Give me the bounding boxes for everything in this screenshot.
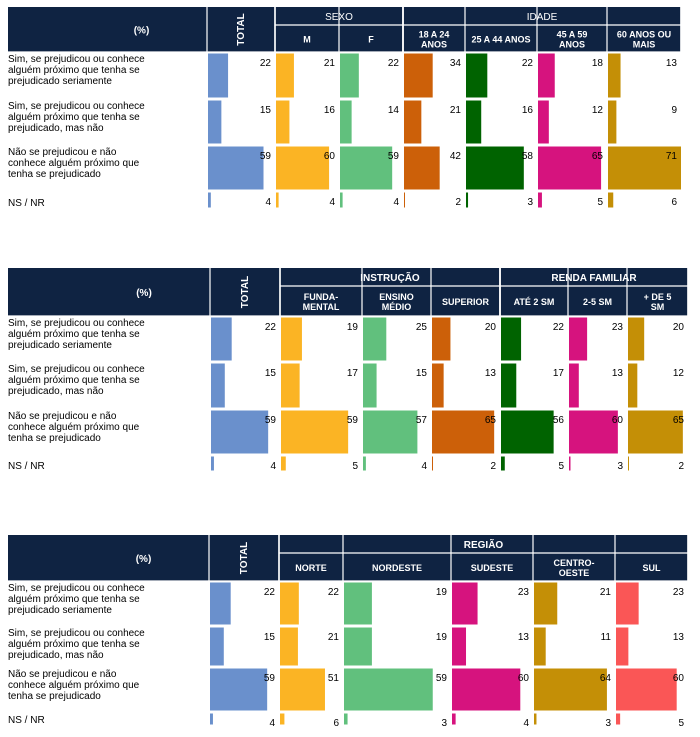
value-label: 4 — [265, 197, 271, 208]
value-label: 22 — [263, 587, 275, 598]
value-label: 21 — [449, 105, 461, 116]
value-label: 59 — [264, 415, 276, 426]
value-label: 14 — [387, 105, 399, 116]
column-header-label: CENTRO- — [553, 558, 595, 568]
value-label: 23 — [517, 587, 529, 598]
bar — [280, 714, 284, 725]
value-label: 12 — [591, 105, 603, 116]
bar — [344, 628, 372, 666]
bar — [404, 101, 421, 144]
bar — [280, 628, 298, 666]
bar — [569, 364, 579, 408]
value-label: 34 — [449, 58, 461, 69]
bar — [363, 457, 366, 471]
value-label: 13 — [611, 368, 623, 379]
value-label: 25 — [415, 322, 427, 333]
bar — [501, 457, 505, 471]
bar — [276, 147, 329, 190]
value-label: 4 — [421, 461, 427, 472]
bar — [208, 147, 264, 190]
bar — [432, 457, 433, 471]
value-label: 22 — [259, 58, 271, 69]
column-header-label: 2-5 SM — [582, 297, 613, 307]
bar — [276, 193, 279, 208]
value-label: 57 — [415, 415, 427, 426]
bar — [404, 54, 433, 98]
bar — [363, 364, 377, 408]
value-label: 19 — [435, 632, 447, 643]
value-label: 71 — [665, 151, 677, 162]
total-column-header: TOTAL — [239, 541, 250, 575]
bar — [534, 714, 536, 725]
bar — [281, 318, 302, 361]
row-label-line: prejudicado seriamente — [8, 340, 112, 351]
bar — [280, 583, 299, 625]
group-header-label: INSTRUÇÃO — [360, 273, 420, 284]
corner-label: (%) — [133, 25, 150, 37]
bar — [616, 628, 628, 666]
value-label: 19 — [435, 587, 447, 598]
column-header-label: ATÉ 2 SM — [513, 297, 555, 307]
bar — [452, 669, 520, 711]
row-label-line: prejudicado, mas não — [8, 386, 104, 397]
bar — [616, 583, 639, 625]
value-label: 16 — [521, 105, 533, 116]
row-label-line: alguém próximo que tenha se — [8, 639, 140, 650]
bar — [210, 628, 224, 666]
bar — [608, 193, 613, 208]
value-label: 5 — [558, 461, 564, 472]
bar — [569, 457, 570, 471]
value-label: 13 — [672, 632, 684, 643]
value-label: 2 — [455, 197, 461, 208]
value-label: 16 — [323, 105, 335, 116]
row-label-line: Não se prejudicou e não — [8, 147, 117, 158]
value-label: 21 — [599, 587, 611, 598]
column-header-label: 60 ANOS OU — [616, 29, 672, 40]
bar — [538, 193, 542, 208]
value-label: 5 — [597, 197, 603, 208]
total-column-header: TOTAL — [240, 275, 251, 309]
column-header-label: SUPERIOR — [441, 297, 490, 307]
value-label: 58 — [521, 151, 533, 162]
value-label: 23 — [672, 587, 684, 598]
bar — [208, 101, 221, 144]
value-label: 60 — [672, 673, 684, 684]
value-label: 18 — [591, 58, 603, 69]
value-label: 9 — [671, 105, 677, 116]
bar — [208, 54, 228, 98]
bar — [569, 318, 587, 361]
row-label: NS / NR — [8, 198, 45, 209]
bar — [340, 54, 359, 98]
value-label: 60 — [611, 415, 623, 426]
value-label: 56 — [552, 415, 564, 426]
bar — [344, 583, 372, 625]
row-label-line: Não se prejudicou e não — [8, 669, 117, 680]
value-label: 11 — [600, 632, 611, 643]
value-label: 22 — [327, 587, 339, 598]
column-header-label: FUNDA- — [303, 292, 339, 302]
column-header-label: MAIS — [632, 39, 656, 50]
value-label: 6 — [671, 197, 677, 208]
column-header-label: + DE 5 — [643, 292, 672, 302]
bar — [210, 714, 213, 725]
bar — [466, 54, 487, 98]
value-label: 20 — [672, 322, 684, 333]
bar — [452, 583, 478, 625]
value-label: 65 — [591, 151, 603, 162]
row-label-line: tenha se prejudicado — [8, 691, 101, 702]
row-label-line: conhece alguém próximo que — [8, 422, 140, 433]
bar — [534, 669, 607, 711]
chart-3 — [8, 535, 688, 729]
column-header-label: NORTE — [295, 563, 327, 573]
bar — [538, 54, 555, 98]
value-label: 17 — [346, 368, 358, 379]
bar — [501, 364, 516, 408]
row-label-line: tenha se prejudicado — [8, 169, 101, 180]
value-label: 2 — [490, 461, 496, 472]
bar — [363, 411, 417, 454]
row-label-line: alguém próximo que tenha se — [8, 375, 140, 386]
bar — [210, 583, 231, 625]
bar — [569, 411, 618, 454]
value-label: 13 — [484, 368, 496, 379]
value-label: 59 — [387, 151, 399, 162]
column-header-label: MÉDIO — [381, 302, 412, 312]
value-label: 65 — [672, 415, 684, 426]
value-label: 20 — [484, 322, 496, 333]
value-label: 17 — [552, 368, 564, 379]
value-label: 60 — [323, 151, 335, 162]
value-label: 15 — [263, 632, 275, 643]
group-header-label: REGIÃO — [463, 540, 504, 551]
row-label-line: alguém próximo que tenha se — [8, 329, 140, 340]
bar — [501, 318, 521, 361]
group-header-label: IDADE — [526, 12, 558, 23]
bar — [281, 411, 348, 454]
group-header-label: RENDA FAMILIAR — [551, 273, 637, 284]
bar — [210, 669, 267, 711]
value-label: 3 — [605, 718, 611, 729]
row-label-line: alguém próximo que tenha se — [8, 112, 140, 123]
value-label: 59 — [259, 151, 271, 162]
group-header-label: SEXO — [325, 12, 353, 23]
column-header-label: ANOS — [558, 39, 586, 50]
value-label: 15 — [259, 105, 271, 116]
value-label: 3 — [527, 197, 533, 208]
column-header-label: ENSINO — [379, 292, 414, 302]
value-label: 3 — [441, 718, 447, 729]
column-header-label: 18 A 24 — [418, 29, 450, 40]
bar — [534, 583, 557, 625]
row-label-line: conhece alguém próximo que — [8, 158, 140, 169]
value-label: 22 — [264, 322, 276, 333]
bar — [281, 457, 286, 471]
value-label: 22 — [552, 322, 564, 333]
column-header-label: SM — [650, 302, 665, 312]
bar — [534, 628, 546, 666]
value-label: 59 — [435, 673, 447, 684]
bar — [466, 101, 481, 144]
bar — [452, 714, 456, 725]
value-label: 21 — [327, 632, 339, 643]
chart-1 — [8, 7, 681, 209]
bar — [211, 364, 225, 408]
bar — [344, 714, 348, 725]
value-label: 60 — [517, 673, 529, 684]
value-label: 4 — [523, 718, 529, 729]
value-label: 5 — [678, 718, 684, 729]
bar — [363, 318, 386, 361]
bar — [208, 193, 211, 208]
bar — [280, 669, 325, 711]
value-label: 4 — [329, 197, 335, 208]
corner-label: (%) — [136, 288, 152, 299]
column-header-label: NORDESTE — [371, 563, 423, 573]
bar — [466, 147, 524, 190]
row-label-line: prejudicado, mas não — [8, 650, 104, 661]
bar — [432, 364, 444, 408]
bar — [340, 147, 392, 190]
bar — [628, 318, 644, 361]
bar — [538, 101, 549, 144]
column-header-label: 25 A 44 ANOS — [471, 34, 531, 45]
row-label-line: prejudicado seriamente — [8, 605, 112, 616]
value-label: 2 — [678, 461, 684, 472]
value-label: 13 — [665, 58, 677, 69]
row-label-line: Sim, se prejudicou ou conhece — [8, 54, 145, 65]
row-label-line: prejudicado, mas não — [8, 123, 104, 134]
value-label: 5 — [352, 461, 358, 472]
row-label-line: Sim, se prejudicou ou conhece — [8, 101, 145, 112]
row-label-line: Não se prejudicou e não — [8, 411, 117, 422]
total-column-header: TOTAL — [236, 13, 247, 46]
bar — [628, 457, 629, 471]
bar — [276, 101, 289, 144]
bar — [211, 457, 214, 471]
row-label-line: Sim, se prejudicou ou conhece — [8, 364, 145, 375]
bar — [608, 54, 621, 98]
bar — [616, 714, 620, 725]
bar — [404, 147, 440, 190]
column-header-label: ANOS — [420, 39, 448, 50]
value-label: 4 — [269, 718, 275, 729]
bar — [211, 411, 268, 454]
row-label-line: Sim, se prejudicou ou conhece — [8, 318, 145, 329]
value-label: 15 — [264, 368, 276, 379]
column-header-label: OESTE — [558, 568, 590, 578]
row-label-line: prejudicado seriamente — [8, 76, 112, 87]
bar — [340, 101, 352, 144]
bar — [276, 54, 294, 98]
value-label: 12 — [672, 368, 684, 379]
bar — [608, 101, 616, 144]
bar — [628, 364, 637, 408]
value-label: 59 — [346, 415, 358, 426]
bar — [452, 628, 466, 666]
value-label: 6 — [333, 718, 339, 729]
column-header-label: MENTAL — [302, 302, 340, 312]
value-label: 23 — [611, 322, 623, 333]
bar — [211, 318, 232, 361]
bar — [404, 193, 405, 208]
value-label: 22 — [387, 58, 399, 69]
row-label-line: alguém próximo que tenha se — [8, 65, 140, 76]
value-label: 65 — [484, 415, 496, 426]
value-label: 3 — [617, 461, 623, 472]
bar — [281, 364, 300, 408]
value-label: 19 — [346, 322, 358, 333]
bar — [501, 411, 554, 454]
value-label: 15 — [415, 368, 427, 379]
value-label: 4 — [270, 461, 276, 472]
row-label-line: alguém próximo que tenha se — [8, 594, 140, 605]
column-header-label: F — [368, 34, 374, 45]
value-label: 64 — [599, 673, 611, 684]
row-label: NS / NR — [8, 715, 45, 726]
row-label-line: Sim, se prejudicou ou conhece — [8, 583, 145, 594]
bar — [340, 193, 343, 208]
corner-label: (%) — [135, 554, 152, 565]
row-label: NS / NR — [8, 461, 45, 472]
chart-2 — [8, 268, 688, 472]
value-label: 22 — [521, 58, 533, 69]
bar — [466, 193, 468, 208]
value-label: 13 — [517, 632, 529, 643]
value-label: 4 — [393, 197, 399, 208]
row-label-line: tenha se prejudicado — [8, 433, 101, 444]
row-label-line: Sim, se prejudicou ou conhece — [8, 628, 145, 639]
bar — [344, 669, 433, 711]
bar — [616, 669, 677, 711]
value-label: 59 — [263, 673, 275, 684]
bar — [432, 318, 450, 361]
column-header-label: M — [303, 34, 311, 45]
row-label-line: conhece alguém próximo que — [8, 680, 140, 691]
column-header-label: 45 A 59 — [556, 29, 588, 40]
column-header-label: SUDESTE — [470, 563, 514, 573]
column-header-label: SUL — [642, 563, 661, 573]
value-label: 42 — [449, 151, 461, 162]
value-label: 51 — [327, 673, 339, 684]
value-label: 21 — [323, 58, 335, 69]
